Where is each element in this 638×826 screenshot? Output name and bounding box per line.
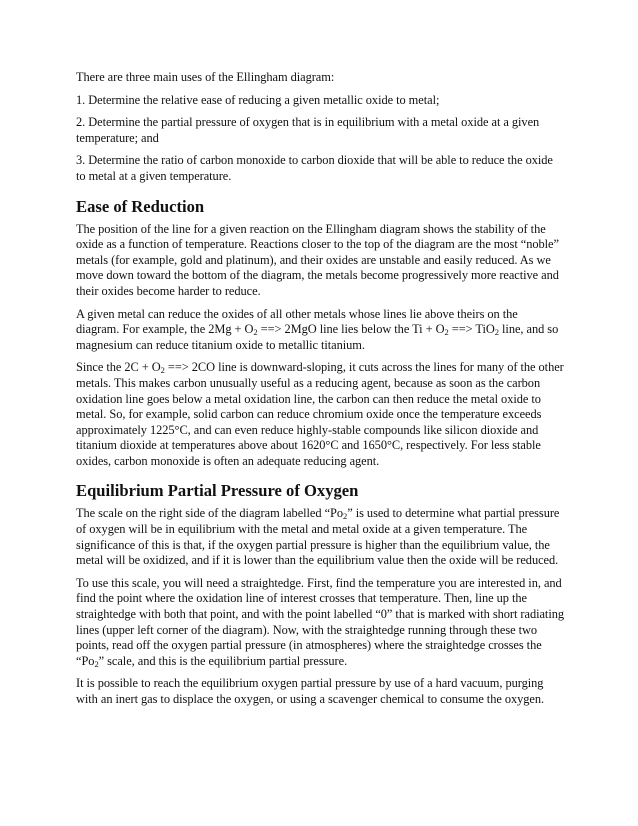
- ease-paragraph-3: Since the $2C + O_2$ ==> 2CO line is downward-sloping, it cuts across the lines for many of the other metals. This makes carbon unusually useful as a reducing agent, because as soon as the carbon oxidation line goes below a metal oxidation line, the carbon can then reduce the metal oxide to metal. So, for example, solid carbon can reduce chromium oxide once the temperature exceeds approximately 1225°C, and can even reduce highly-stable compounds like silicon dioxide and titanium dioxide at temperatures above about 1620°C and 1650°C, respectively. For less stable oxides, carbon monoxide is often an adequate reducing agent.: [76, 360, 564, 468]
- use-item-2: 2. Determine the partial pressure of oxygen that is in equilibrium with a metal oxide at a given temperature; and: [76, 115, 540, 145]
- document-page: [76, 70, 564, 715]
- use-item-3: 3. Determine the ratio of carbon monoxide to carbon dioxide that will be able to reduce the oxide to metal at a given temperature.: [76, 153, 553, 183]
- section-heading-equilibrium-pressure: Equilibrium Partial Pressure of Oxygen: [76, 481, 359, 501]
- ease-paragraph-2: A given metal can reduce the oxides of all other metals whose lines lie above theirs on the diagram. For example, the $2Mg + O_2$ ==> 2MgO line lies below the $Ti + O_2$ ==> TiO$_2$ line, and so magnesium can reduce titanium oxide to metallic titanium.: [76, 306, 559, 352]
- pressure-paragraph-2: To use this scale, you will need a straightedge. First, find the temperature you are interested in, and find the point where the oxidation line of interest crosses that temperature. Then, line up the straightedge with both that point, and with the point labelled “0” that is marked with short radiating lines (upper left corner of the diagram). Now, with the straightedge running through these two points, read off the oxygen partial pressure (in atmospheres) where the straightedge crosses the “$Po_2$” scale, and this is the equilibrium partial pressure.: [76, 575, 565, 669]
- section-heading-ease-of-reduction: Ease of Reduction: [76, 196, 205, 216]
- pressure-paragraph-1: The scale on the right side of the diagram labelled “$Po_2$” is used to determine what partial pressure of oxygen will be in equilibrium with the metal and metal oxide at a given temperature. The significance of this is that, if the oxygen partial pressure is higher than the equilibrium value, the metal will be oxidized, and if it is lower than the equilibrium value then the oxide will be reduced.: [76, 506, 560, 568]
- pressure-paragraph-3: It is possible to reach the equilibrium oxygen partial pressure by use of a hard vacuum, purging with an inert gas to displace the oxygen, or using a scavenger chemical to consume the oxygen.: [76, 676, 545, 706]
- use-item-1: 1. Determine the relative ease of reducing a given metallic oxide to metal;: [76, 92, 440, 107]
- ease-paragraph-1: The position of the line for a given reaction on the Ellingham diagram shows the stability of the oxide as a function of temperature. Reactions closer to the top of the diagram are the most “noble” metals (for example, gold and platinum), and their oxides are unstable and easily reduced. As we move down toward the bottom of the diagram, the metals become progressively more reactive and their oxides become harder to reduce.: [76, 221, 559, 298]
- intro-lead: There are three main uses of the Ellingham diagram:: [76, 70, 335, 84]
